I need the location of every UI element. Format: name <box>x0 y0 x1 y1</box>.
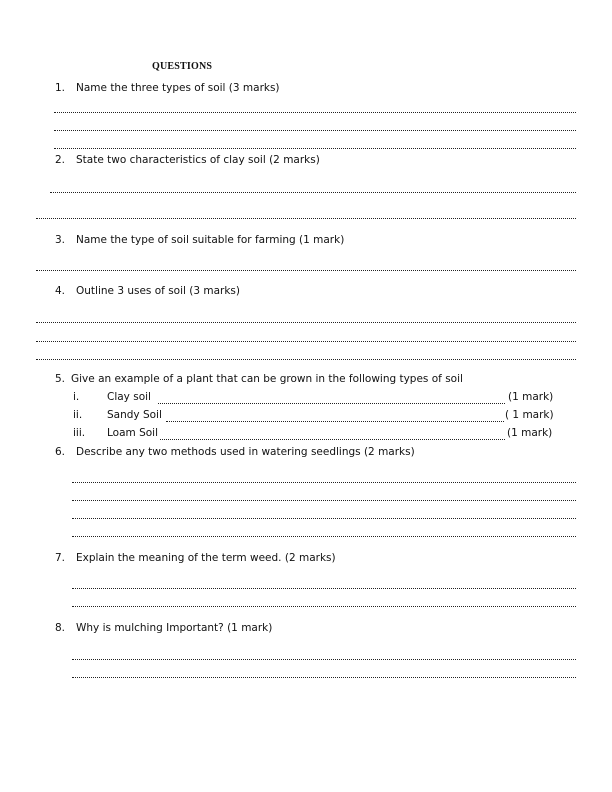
q5-answer-line-loam[interactable] <box>160 439 505 440</box>
question-8 <box>55 622 272 634</box>
question-text: State two characteristics of clay soil (2 marks) <box>76 154 320 166</box>
question-number: 6. <box>55 446 66 458</box>
question-4 <box>55 285 240 297</box>
answer-line[interactable] <box>36 270 576 271</box>
q5-roman-iii: iii. <box>73 427 86 439</box>
q5-answer-line-clay[interactable] <box>158 403 505 404</box>
q5-roman-ii: ii. <box>73 409 83 421</box>
answer-line[interactable] <box>72 500 576 501</box>
question-number: 8. <box>55 622 66 634</box>
answer-line[interactable] <box>36 359 576 360</box>
question-6 <box>55 446 415 458</box>
answer-line[interactable] <box>54 148 576 149</box>
answer-line[interactable] <box>36 218 576 219</box>
answer-line[interactable] <box>72 606 576 607</box>
question-number: 3. <box>55 234 66 246</box>
q5-soil-clay: Clay soil <box>107 391 151 403</box>
question-7 <box>55 552 336 564</box>
answer-line[interactable] <box>72 536 576 537</box>
question-5 <box>55 373 463 385</box>
question-text: Give an example of a plant that can be grown in the following types of soil <box>71 373 463 385</box>
answer-line[interactable] <box>72 482 576 483</box>
question-number: 1. <box>55 82 66 94</box>
q5-roman-i: i. <box>73 391 80 403</box>
answer-line[interactable] <box>72 588 576 589</box>
answer-line[interactable] <box>54 112 576 113</box>
question-number: 5. <box>55 373 66 385</box>
q5-marks-loam: (1 mark) <box>507 427 553 439</box>
question-3 <box>55 234 344 246</box>
question-2 <box>55 154 320 166</box>
answer-line[interactable] <box>72 659 576 660</box>
question-text: Name the three types of soil (3 marks) <box>76 82 280 94</box>
q5-answer-line-sandy[interactable] <box>166 421 504 422</box>
answer-line[interactable] <box>50 192 576 193</box>
question-number: 2. <box>55 154 66 166</box>
answer-line[interactable] <box>36 322 576 323</box>
answer-line[interactable] <box>36 341 576 342</box>
question-text: Explain the meaning of the term weed. (2 marks) <box>76 552 336 564</box>
q5-soil-sandy: Sandy Soil <box>107 409 162 421</box>
question-text: Outline 3 uses of soil (3 marks) <box>76 285 241 297</box>
answer-line[interactable] <box>72 518 576 519</box>
q5-marks-sandy: ( 1 mark) <box>505 409 554 421</box>
q5-marks-clay: (1 mark) <box>508 391 554 403</box>
answer-line[interactable] <box>54 130 576 131</box>
q5-soil-loam: Loam Soil <box>107 427 159 439</box>
answer-line[interactable] <box>72 677 576 678</box>
question-1 <box>55 82 280 94</box>
question-text: Why is mulching Important? (1 mark) <box>76 622 273 634</box>
page-title: QUESTIONS <box>152 61 213 72</box>
question-number: 7. <box>55 552 66 564</box>
question-number: 4. <box>55 285 66 297</box>
question-text: Describe any two methods used in watering seedlings (2 marks) <box>76 446 415 458</box>
question-text: Name the type of soil suitable for farming (1 mark) <box>76 234 345 246</box>
